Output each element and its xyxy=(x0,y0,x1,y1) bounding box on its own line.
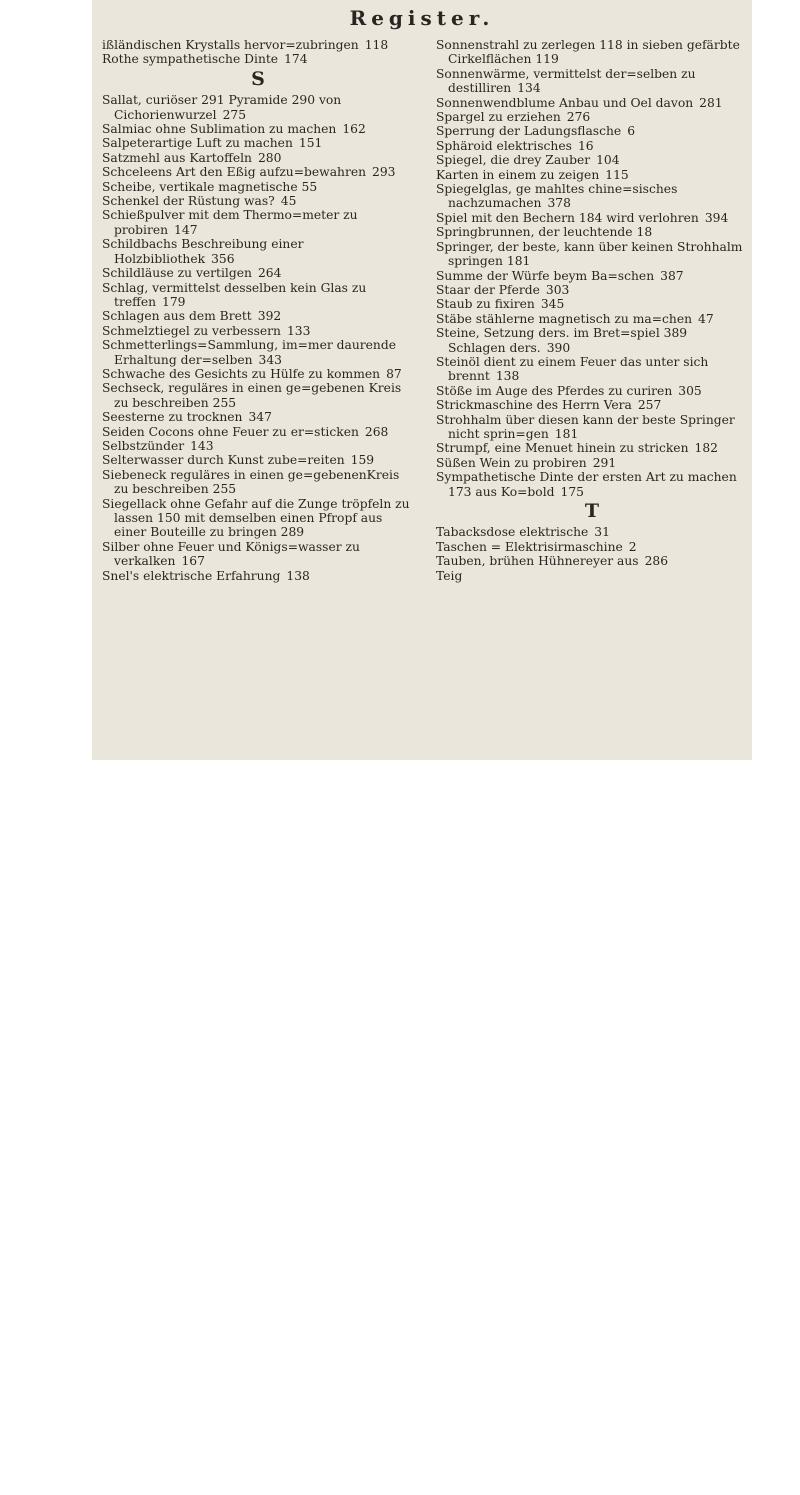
index-entry xyxy=(436,569,748,583)
entry-page-number: 47 xyxy=(698,311,714,326)
entry-page-number: 31 xyxy=(594,525,610,540)
entry-text: Sonnenwärme, vermittelst der=selben zu destilliren xyxy=(436,66,696,96)
entry-text: Spargel zu erziehen xyxy=(436,110,561,125)
entry-page-number: 175 xyxy=(560,484,584,499)
left-column xyxy=(102,38,414,583)
entry-page-number: 303 xyxy=(545,282,570,297)
entry-text: Springbrunnen, der leuchtende 18 xyxy=(436,225,653,240)
entry-text: Süßen Wein zu probiren xyxy=(436,455,587,470)
entry-text: Scheibe, vertikale magnetische 55 xyxy=(102,179,318,194)
entry-text: Spiegel, die drey Zauber xyxy=(436,153,591,168)
index-entry xyxy=(102,266,414,280)
entry-text: Snel's elektrische Erfahrung xyxy=(102,568,281,583)
entry-page-number: 286 xyxy=(644,554,669,569)
index-entry xyxy=(102,468,414,497)
index-entry xyxy=(102,425,414,439)
section-letter: T xyxy=(584,500,600,522)
entry-text: Selterwasser durch Kunst zube=reiten xyxy=(102,453,345,468)
entry-page-number: 104 xyxy=(596,153,620,168)
index-entry xyxy=(436,283,748,297)
entry-text: ißländischen Krystalls hervor=zubringen xyxy=(102,38,359,52)
entry-page-number: 16 xyxy=(577,138,594,153)
entry-text: Taschen = Elektrisirmaschine xyxy=(436,539,623,554)
entry-page-number: 264 xyxy=(257,266,282,281)
index-entry xyxy=(102,309,414,323)
entry-page-number: 281 xyxy=(699,95,723,110)
index-entry xyxy=(102,208,414,237)
entry-text: Spiel mit den Bechern 184 wird verlohren xyxy=(436,210,699,225)
entry-text: Sonnenwendblume Anbau und Oel davon xyxy=(436,95,694,110)
entry-page-number: 118 xyxy=(364,38,389,52)
entry-page-number: 392 xyxy=(257,309,282,324)
index-entry xyxy=(436,240,748,269)
entry-text: Seiden Cocons ohne Feuer zu er=sticken xyxy=(102,424,359,439)
entry-text: Sonnenstrahl zu zerlegen 118 in sieben gefärbte Cirkelflächen 119 xyxy=(436,38,740,67)
index-entry xyxy=(102,165,414,179)
entry-text: Schwache des Gesichts zu Hülfe zu kommen xyxy=(102,366,381,381)
index-entry xyxy=(436,413,748,442)
index-entry xyxy=(102,52,414,66)
index-entry xyxy=(102,281,414,310)
entry-page-number: 275 xyxy=(222,107,247,122)
entry-page-number: 378 xyxy=(547,196,571,211)
index-entry xyxy=(102,194,414,208)
index-entry xyxy=(436,38,748,67)
entry-text: Schceleens Art den Eßig aufzu=bewahren xyxy=(102,165,367,180)
entry-text: Silber ohne Feuer und Königs=wasser zu verkalken xyxy=(102,539,360,569)
entry-page-number: 387 xyxy=(660,268,684,283)
entry-text: Steinöl dient zu einem Feuer das unter sich brennt xyxy=(436,354,709,384)
entry-text: Strickmaschine des Herrn Vera xyxy=(436,398,632,413)
entry-text: Sphäroid elektrisches xyxy=(436,138,572,153)
entry-text: Tabacksdose elektrische xyxy=(436,525,589,540)
index-entry xyxy=(436,297,748,311)
index-entry xyxy=(102,237,414,266)
index-entry xyxy=(436,554,748,568)
entry-page-number: 345 xyxy=(540,297,565,312)
entry-page-number: 87 xyxy=(386,366,402,381)
entry-page-number: 257 xyxy=(637,398,662,413)
index-entry xyxy=(436,139,748,153)
entry-text: Satzmehl aus Kartoffeln xyxy=(102,150,252,165)
entry-page-number: 305 xyxy=(678,383,702,398)
entry-text: Sperrung der Ladungsflasche xyxy=(436,124,622,139)
entry-page-number: 162 xyxy=(342,122,366,137)
index-entry xyxy=(436,456,748,470)
index-entry xyxy=(102,93,414,122)
index-entry xyxy=(102,540,414,569)
index-entry xyxy=(436,384,748,398)
entry-page-number: 276 xyxy=(566,110,591,125)
entry-text: Schmelztiegel zu verbessern xyxy=(102,323,281,338)
entry-page-number: 138 xyxy=(286,568,310,583)
index-entry xyxy=(436,110,748,124)
entry-text: Schlag, vermittelst desselben kein Glas zu treffen xyxy=(102,280,367,309)
entry-page-number: 291 xyxy=(592,455,617,470)
entry-text: Steine, Setzung ders. im Bret=spiel 389 Schlagen ders. xyxy=(436,326,688,355)
index-entry xyxy=(102,569,414,583)
index-entry xyxy=(436,355,748,384)
entry-page-number: 134 xyxy=(517,81,541,96)
entry-text: Stöße im Auge des Pferdes zu curiren xyxy=(436,383,673,398)
entry-page-number: 181 xyxy=(554,426,579,441)
index-entry xyxy=(436,67,748,96)
entry-page-number: 347 xyxy=(248,410,272,425)
entry-text: Siegellack ohne Gefahr auf die Zunge tröpfeln zu lassen 150 mit demselben einen Pfropf aus einer Bouteille zu bringen 289 xyxy=(102,496,410,540)
entry-page-number: 293 xyxy=(372,165,396,180)
index-entry xyxy=(102,151,414,165)
entry-text: Stäbe stählerne magnetisch zu ma=chen xyxy=(436,311,693,326)
entry-page-number: 167 xyxy=(181,554,205,569)
entry-text: Salpeterartige Luft zu machen xyxy=(102,136,293,151)
entry-page-number: 45 xyxy=(280,194,297,209)
index-entry xyxy=(102,410,414,424)
entry-text: Siebeneck reguläres in einen ge=gebenenKreis zu beschreiben 255 xyxy=(102,467,400,497)
index-entry xyxy=(436,326,748,355)
entry-page-number: 174 xyxy=(284,52,308,67)
index-entry xyxy=(436,525,748,539)
index-entry xyxy=(102,136,414,150)
entry-page-number: 6 xyxy=(627,124,636,139)
index-entry xyxy=(102,439,414,453)
entry-page-number: 151 xyxy=(298,136,323,151)
entry-page-number: 2 xyxy=(628,539,637,554)
entry-text: Schlagen aus dem Brett xyxy=(102,309,252,324)
index-entry xyxy=(436,225,748,239)
entry-text: Strohhalm über diesen kann der beste Springer nicht sprin=gen xyxy=(436,412,735,441)
entry-text: Schildläuse zu vertilgen xyxy=(102,266,252,281)
right-column xyxy=(436,38,748,583)
index-entry xyxy=(436,269,748,283)
entry-page-number: 268 xyxy=(364,424,389,439)
entry-text: Selbstzünder xyxy=(102,438,185,453)
entry-page-number: 280 xyxy=(257,150,282,165)
page-header: Register. xyxy=(349,6,495,30)
index-entry xyxy=(102,381,414,410)
entry-page-number: 138 xyxy=(495,369,520,384)
entry-page-number: 390 xyxy=(546,340,571,355)
entry-text: Staub zu fixiren xyxy=(436,297,535,312)
entry-text: Salmiac ohne Sublimation zu machen xyxy=(102,122,337,137)
entry-page-number: 179 xyxy=(162,294,186,309)
index-entry xyxy=(102,324,414,338)
index-entry xyxy=(436,182,748,211)
entry-page-number: 147 xyxy=(174,222,198,237)
entry-page-number: 143 xyxy=(190,438,214,453)
entry-text: Rothe sympathetische Dinte xyxy=(102,52,279,67)
entry-text: Sallat, curiöser 291 Pyramide 290 von Cichorienwurzel xyxy=(102,93,342,122)
entry-page-number: 159 xyxy=(350,453,375,468)
entry-text: Seesterne zu trocknen xyxy=(102,410,243,425)
entry-text: Schießpulver mit dem Thermo=meter zu probiren xyxy=(102,208,358,237)
entry-page-number: 182 xyxy=(694,441,718,456)
register-page xyxy=(92,0,752,760)
entry-text: Teig xyxy=(436,568,463,583)
entry-text: Karten in einem zu zeigen xyxy=(436,167,600,182)
entry-text: Springer, der beste, kann über keinen Strohhalm springen 181 xyxy=(436,239,743,269)
entry-text: Summe der Würfe beym Ba=schen xyxy=(436,268,655,283)
index-entry xyxy=(102,367,414,381)
entry-text: Spiegelglas, ge mahltes chine=sisches nachzumachen xyxy=(436,182,678,211)
index-entry xyxy=(436,441,748,455)
index-entry xyxy=(436,470,748,499)
index-entry xyxy=(102,38,414,52)
entry-page-number: 133 xyxy=(286,323,311,338)
entry-text: Schildbachs Beschreibung einer Holzbibliothek xyxy=(102,237,304,266)
index-entry xyxy=(436,124,748,138)
index-entry xyxy=(102,122,414,136)
index-entry xyxy=(436,540,748,554)
index-entry xyxy=(102,338,414,367)
index-entry xyxy=(436,153,748,167)
index-entry xyxy=(102,180,414,194)
entry-text: Sechseck, reguläres in einen ge=gebenen Kreis zu beschreiben 255 xyxy=(102,381,402,410)
entry-text: Tauben, brühen Hühnereyer aus xyxy=(436,554,639,569)
entry-text: Schenkel der Rüstung was? xyxy=(102,194,275,209)
index-entry xyxy=(436,96,748,110)
entry-page-number: 356 xyxy=(211,251,235,266)
entry-text: Schmetterlings=Sammlung, im=mer daurende Erhaltung der=selben xyxy=(102,338,396,367)
index-entry xyxy=(102,453,414,467)
index-entry xyxy=(436,211,748,225)
entry-page-number: 115 xyxy=(605,167,629,182)
section-letter: S xyxy=(251,67,265,90)
entry-page-number: 343 xyxy=(258,352,283,367)
index-entry xyxy=(436,312,748,326)
entry-text: Staar der Pferde xyxy=(436,282,540,297)
entry-text: Sympathetische Dinte der ersten Art zu machen 173 aus Ko=bold xyxy=(436,470,737,499)
entry-text: Strumpf, eine Menuet hinein zu stricken xyxy=(436,441,689,456)
index-entry xyxy=(436,168,748,182)
index-entry xyxy=(436,398,748,412)
entry-page-number: 394 xyxy=(704,210,729,225)
index-entry xyxy=(102,497,414,540)
